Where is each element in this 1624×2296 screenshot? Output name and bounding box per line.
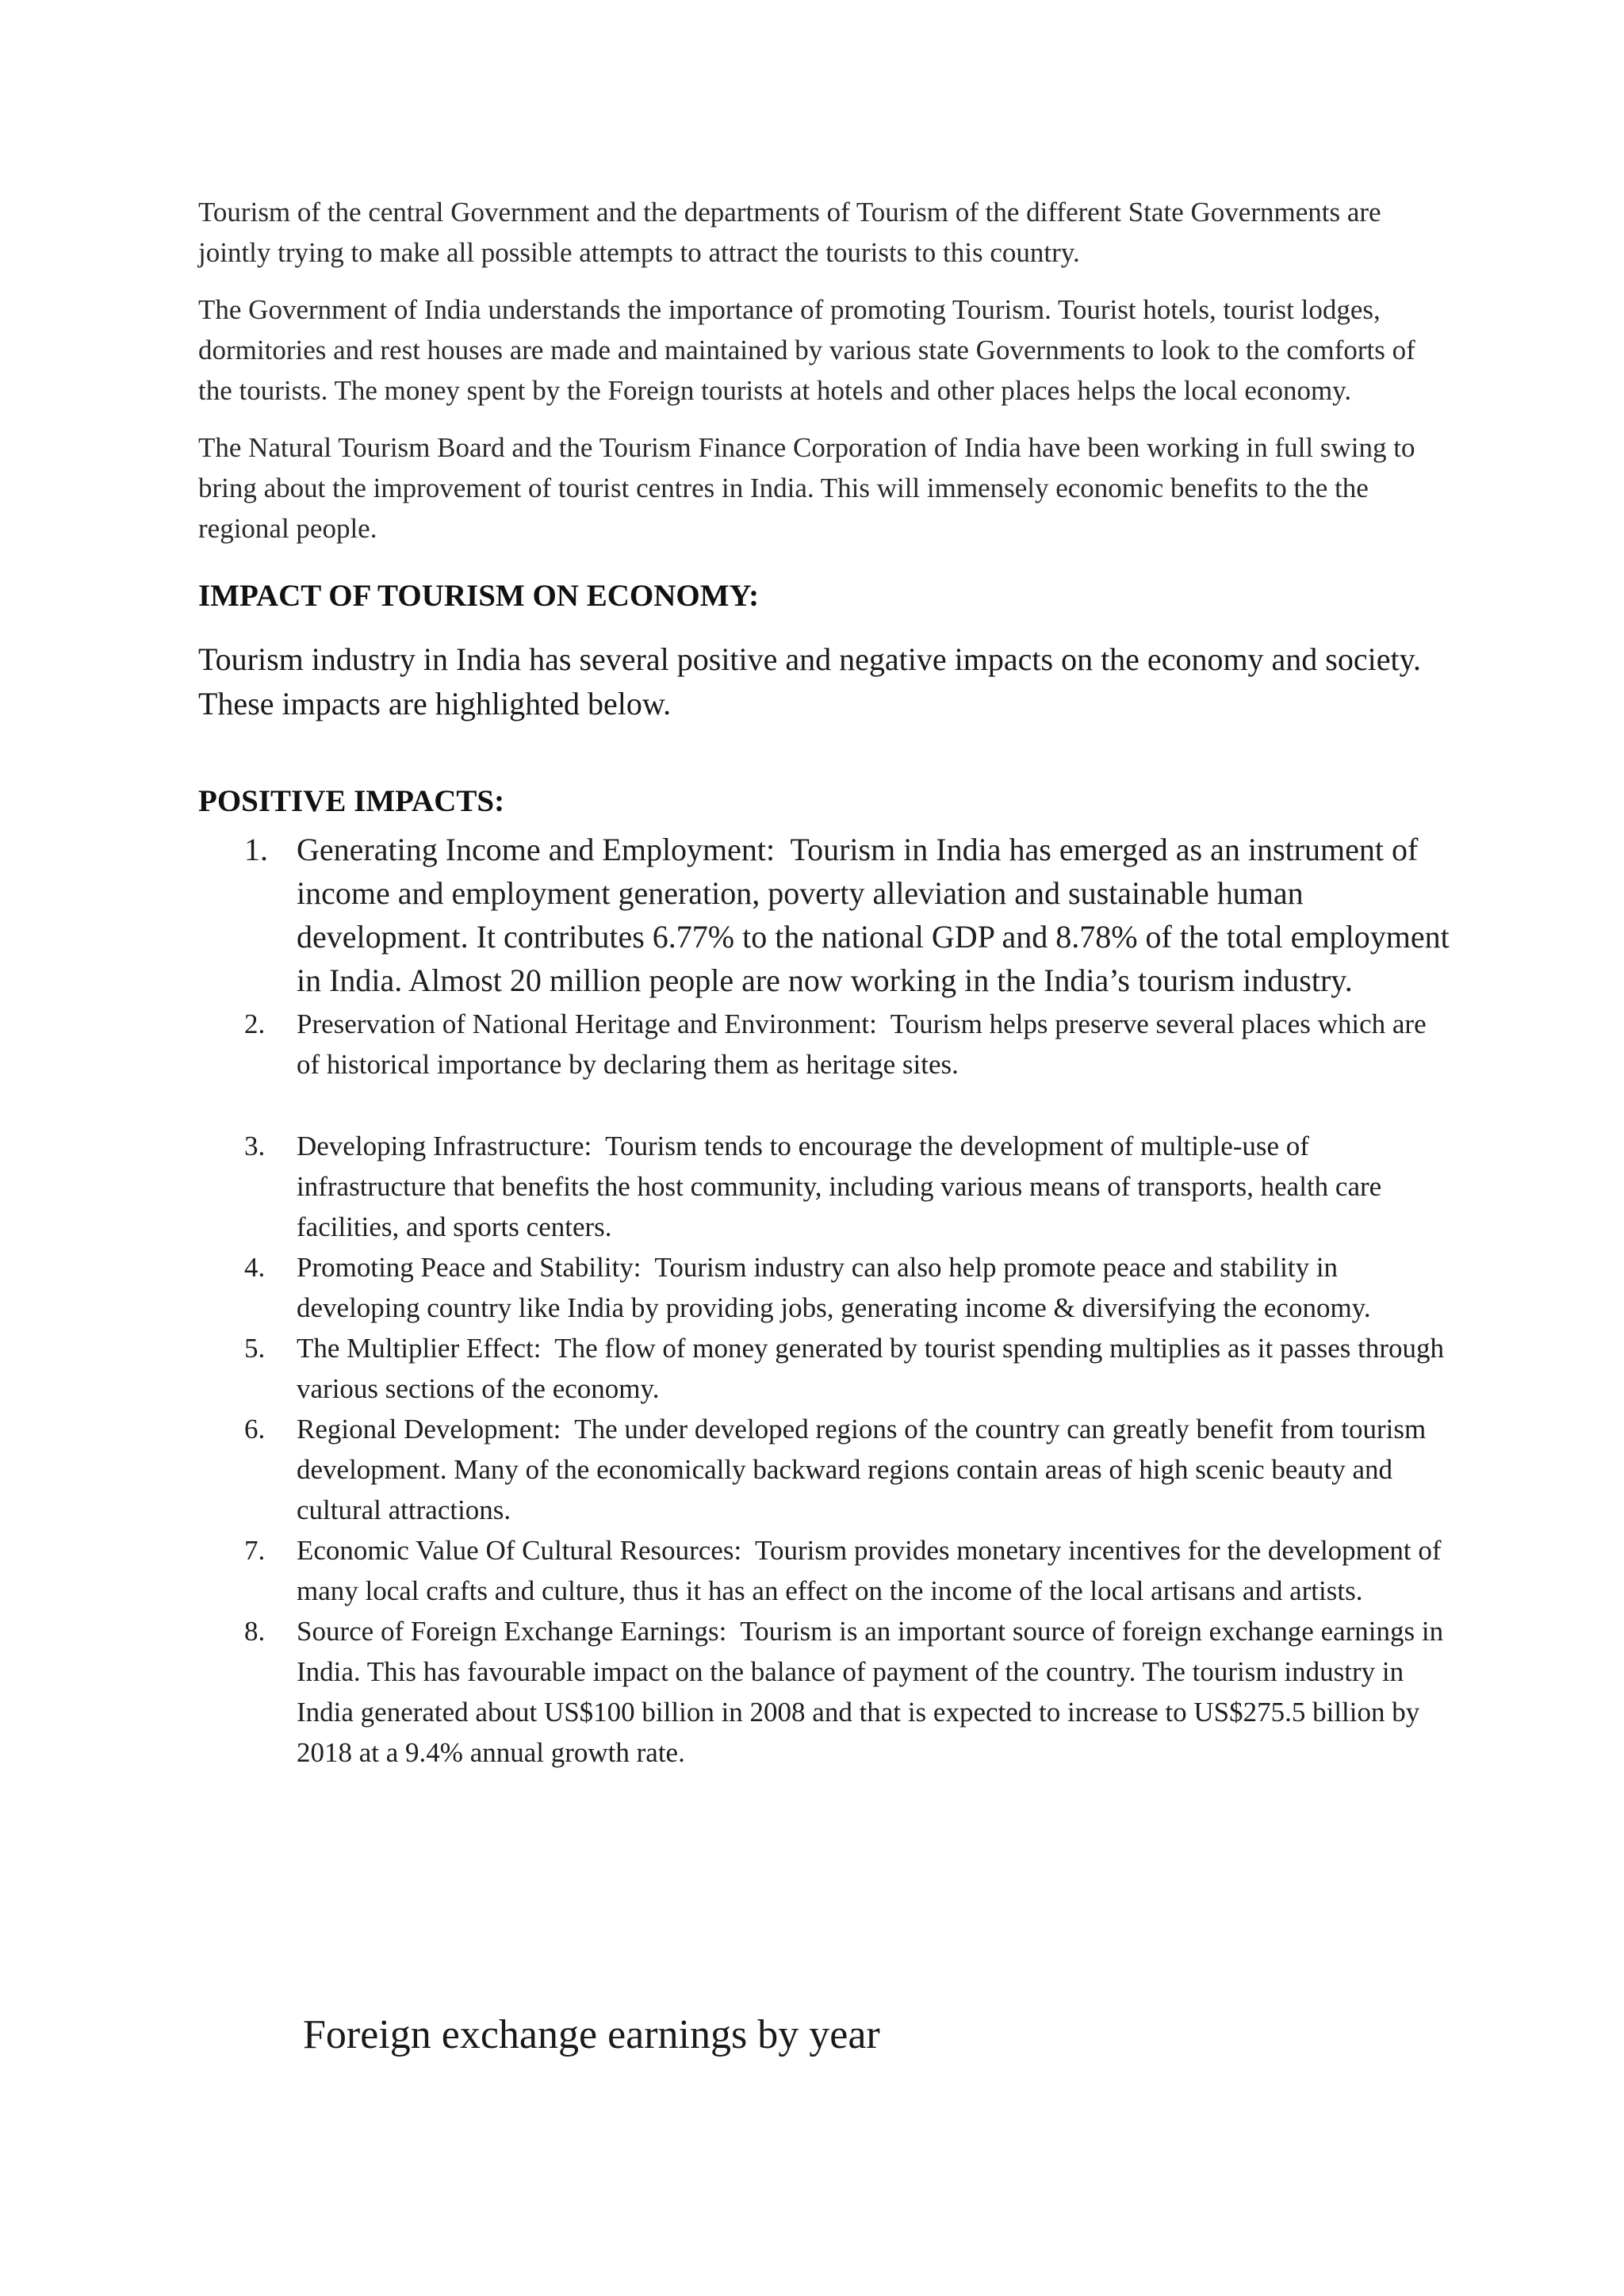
list-item-label: Preservation of National Heritage and Environment: [297,1008,877,1039]
list-item [198,1611,1451,1773]
list-item [198,1530,1451,1611]
list-number: 5. [244,1333,266,1364]
list-item-text: Tourism is an important source of foreign exchange earnings in India. This has favourable impact on the balance of payment of the country. The tourism industry in India generated about US$100 billion in 2008 and that is expected to increase to US$275.5 billion by 2018 at a 9.4% annual growth rate. [297,1616,1444,1768]
list-item-label: Economic Value Of Cultural Resources: [297,1535,742,1566]
list-item-text: Tourism tends to encourage the development of multiple-use of infrastructure that benefits the host community, including various means of transports, health care facilities, and sports centers. [297,1131,1382,1242]
paragraph-tourism-board: The Natural Tourism Board and the Tourism Finance Corporation of India have been working in full swing to bring about the improvement of tourist centres in India. This will immensely economic benefits to the the regional people. [198,432,1415,544]
list-item-label: The Multiplier Effect: [297,1333,542,1364]
list-item-text: The under developed regions of the country can greatly benefit from tourism development. Many of the economically backward regions contain areas of high scenic beauty and cultural attractions. [297,1414,1427,1525]
list-item [198,1328,1451,1409]
list-number: 1. [244,832,268,867]
list-item [198,1409,1451,1530]
paragraph-government-promotion: The Government of India understands the importance of promoting Tourism. Tourist hotels, tourist lodges, dormitories and rest houses are made and maintained by various state Governments to look to the comforts of the tourists. The money spent by the Foreign tourists at hotels and other places helps the local economy. [198,294,1415,406]
positive-impacts-heading: POSITIVE IMPACTS: [198,784,505,818]
list-item-text: Tourism provides monetary incentives for the development of many local crafts and culture, thus it has an effect on the income of the local artisans and artists. [297,1535,1442,1606]
positive-impacts-list [198,828,1451,1773]
list-number: 3. [244,1131,266,1161]
impact-intro: Tourism industry in India has several positive and negative impacts on the economy and society. These impacts are highlighted below. [198,641,1422,721]
list-item-text: Tourism industry can also help promote peace and stability in developing country like India by providing jobs, generating income & diversifying the economy. [297,1252,1371,1323]
list-item-label: Developing Infrastructure: [297,1131,592,1161]
list-number: 6. [244,1414,266,1445]
list-item-text: Tourism helps preserve several places which are of historical importance by declaring them as heritage sites. [297,1008,1427,1080]
document-page [198,192,1451,1773]
list-item-label: Promoting Peace and Stability: [297,1252,642,1283]
list-number: 7. [244,1535,266,1566]
list-number: 2. [244,1008,266,1039]
list-item [198,1247,1451,1328]
list-item [198,828,1451,1002]
chart-title: Foreign exchange earnings by year [303,2012,880,2057]
list-number: 8. [244,1616,266,1647]
list-item-text: Tourism in India has emerged as an instrument of income and employment generation, poverty alleviation and sustainable human development. It contributes 6.77% to the national GDP and 8.78% of the total employment in India. Almost 20 million people are now working in the India’s tourism industry. [297,832,1450,998]
impact-heading: IMPACT OF TOURISM ON ECONOMY: [198,579,760,613]
list-item-label: Regional Development: [297,1414,561,1445]
list-item-label: Source of Foreign Exchange Earnings: [297,1616,727,1647]
list-item [198,1004,1451,1085]
list-item-label: Generating Income and Employment: [297,832,776,867]
list-item-text: The flow of money generated by tourist spending multiplies as it passes through various sections of the economy. [297,1333,1445,1404]
list-number: 4. [244,1252,266,1283]
paragraph-tourism-departments: Tourism of the central Government and the departments of Tourism of the different State Governments are jointly trying to make all possible attempts to attract the tourists to this country. [198,197,1381,268]
list-item [198,1126,1451,1247]
